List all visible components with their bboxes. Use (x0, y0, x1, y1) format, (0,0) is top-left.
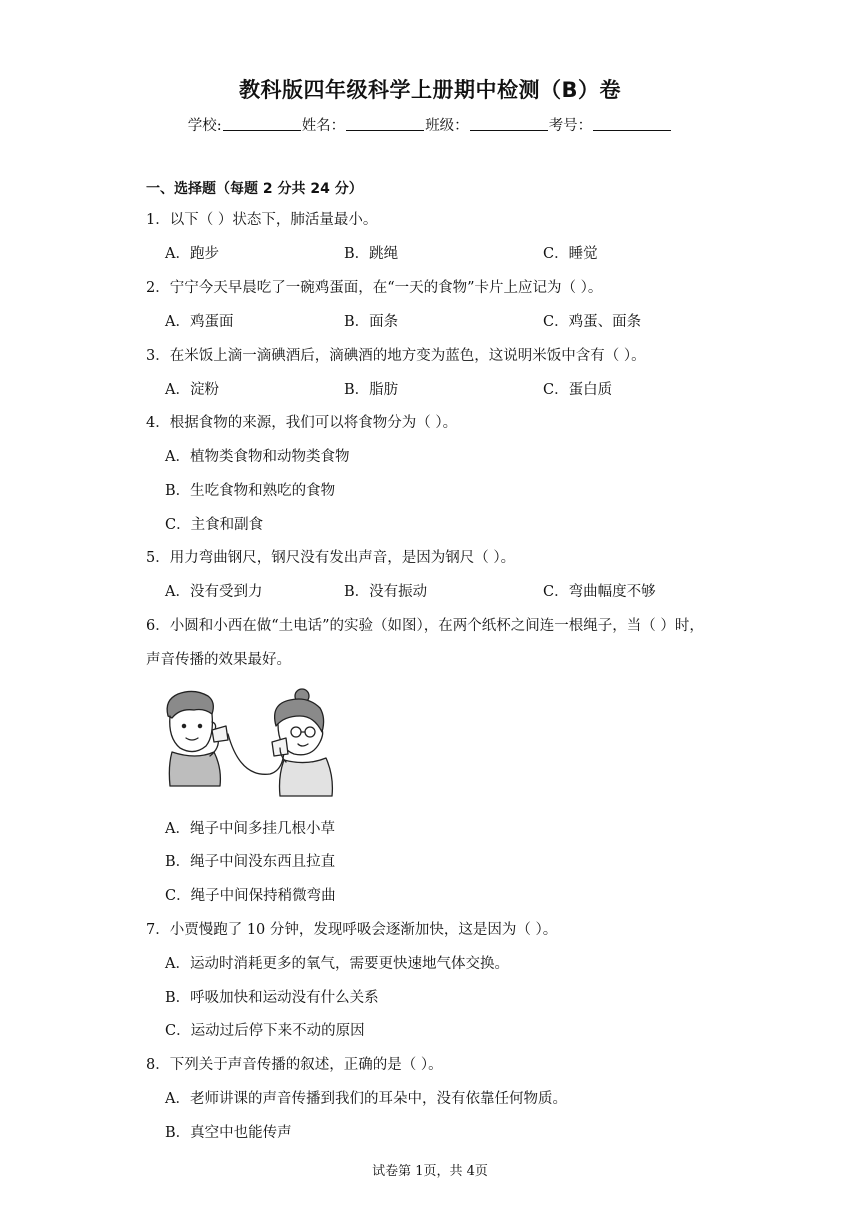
question-7-option-a[interactable]: A．运动时消耗更多的氧气，需要更快速地气体交换。 (165, 956, 509, 972)
question-3-option-b[interactable]: B．脂肪 (344, 382, 399, 398)
question-6-stem-continued: 声音传播的效果最好。 (146, 652, 291, 668)
question-4-option-c[interactable]: C．主食和副食 (165, 517, 264, 533)
page-footer: 试卷第 1页，共 4页 (372, 1164, 488, 1179)
question-1-stem: 1．以下（ ）状态下，肺活量最小。 (146, 212, 378, 228)
number-blank[interactable] (593, 116, 671, 131)
question-2-option-b[interactable]: B．面条 (344, 314, 399, 330)
question-8-stem: 8．下列关于声音传播的叙述，正确的是（ ）。 (146, 1057, 443, 1073)
question-7-option-b[interactable]: B．呼吸加快和运动没有什么关系 (165, 990, 379, 1006)
question-2-option-c[interactable]: C．鸡蛋、面条 (543, 314, 642, 330)
question-6-option-b[interactable]: B．绳子中间没东西且拉直 (165, 854, 336, 870)
question-1-option-a[interactable]: A．跑步 (165, 246, 219, 262)
question-6-option-a[interactable]: A．绳子中间多挂几根小草 (165, 821, 335, 837)
question-4-option-a[interactable]: A．植物类食物和动物类食物 (165, 449, 350, 465)
tin-can-phone-illustration (150, 686, 340, 802)
question-6-option-c[interactable]: C．绳子中间保持稍微弯曲 (165, 888, 336, 904)
question-1-option-c[interactable]: C．睡觉 (543, 246, 598, 262)
question-2-stem: 2．宁宁今天早晨吃了一碗鸡蛋面，在“一天的食物”卡片上应记为（ ）。 (146, 280, 603, 296)
question-3-option-a[interactable]: A．淀粉 (165, 382, 219, 398)
name-blank[interactable] (346, 116, 424, 131)
question-4-option-b[interactable]: B．生吃食物和熟吃的食物 (165, 483, 336, 499)
student-info-line (0, 114, 860, 135)
question-4-stem: 4．根据食物的来源，我们可以将食物分为（ ）。 (146, 415, 458, 431)
question-8-option-a[interactable]: A．老师讲课的声音传播到我们的耳朵中，没有依靠任何物质。 (165, 1091, 567, 1107)
exam-title: 教科版四年级科学上册期中检测（B）卷 (238, 78, 621, 102)
question-5-stem: 5．用力弯曲钢尺，钢尺没有发出声音，是因为钢尺（ ）。 (146, 550, 516, 566)
section-heading: 一、选择题（每题 2 分共 24 分） (146, 181, 363, 197)
class-label: 班级： (425, 118, 469, 134)
question-2-option-a[interactable]: A．鸡蛋面 (165, 314, 234, 330)
name-label: 姓名： (301, 118, 346, 134)
question-5-option-a[interactable]: A．没有受到力 (165, 584, 263, 600)
question-3-option-c[interactable]: C．蛋白质 (543, 382, 613, 398)
question-6-stem: 6．小圆和小西在做“土电话”的实验（如图），在两个纸杯之间连一根绳子，当（ ）时， (146, 618, 704, 634)
question-7-stem: 7．小贾慢跑了 10 分钟，发现呼吸会逐渐加快，这是因为（ ）。 (146, 922, 558, 938)
class-blank[interactable] (470, 116, 548, 131)
question-7-option-c[interactable]: C．运动过后停下来不动的原因 (165, 1023, 365, 1039)
school-blank[interactable] (223, 116, 301, 131)
question-5-option-b[interactable]: B．没有振动 (344, 584, 428, 600)
question-8-option-b[interactable]: B．真空中也能传声 (165, 1125, 292, 1141)
number-label: 考号： (548, 118, 593, 134)
school-label: 学校: (187, 118, 222, 134)
question-3-stem: 3．在米饭上滴一滴碘酒后，滴碘酒的地方变为蓝色，这说明米饭中含有（ ）。 (146, 348, 646, 364)
question-5-option-c[interactable]: C．弯曲幅度不够 (543, 584, 656, 600)
question-1-option-b[interactable]: B．跳绳 (344, 246, 399, 262)
